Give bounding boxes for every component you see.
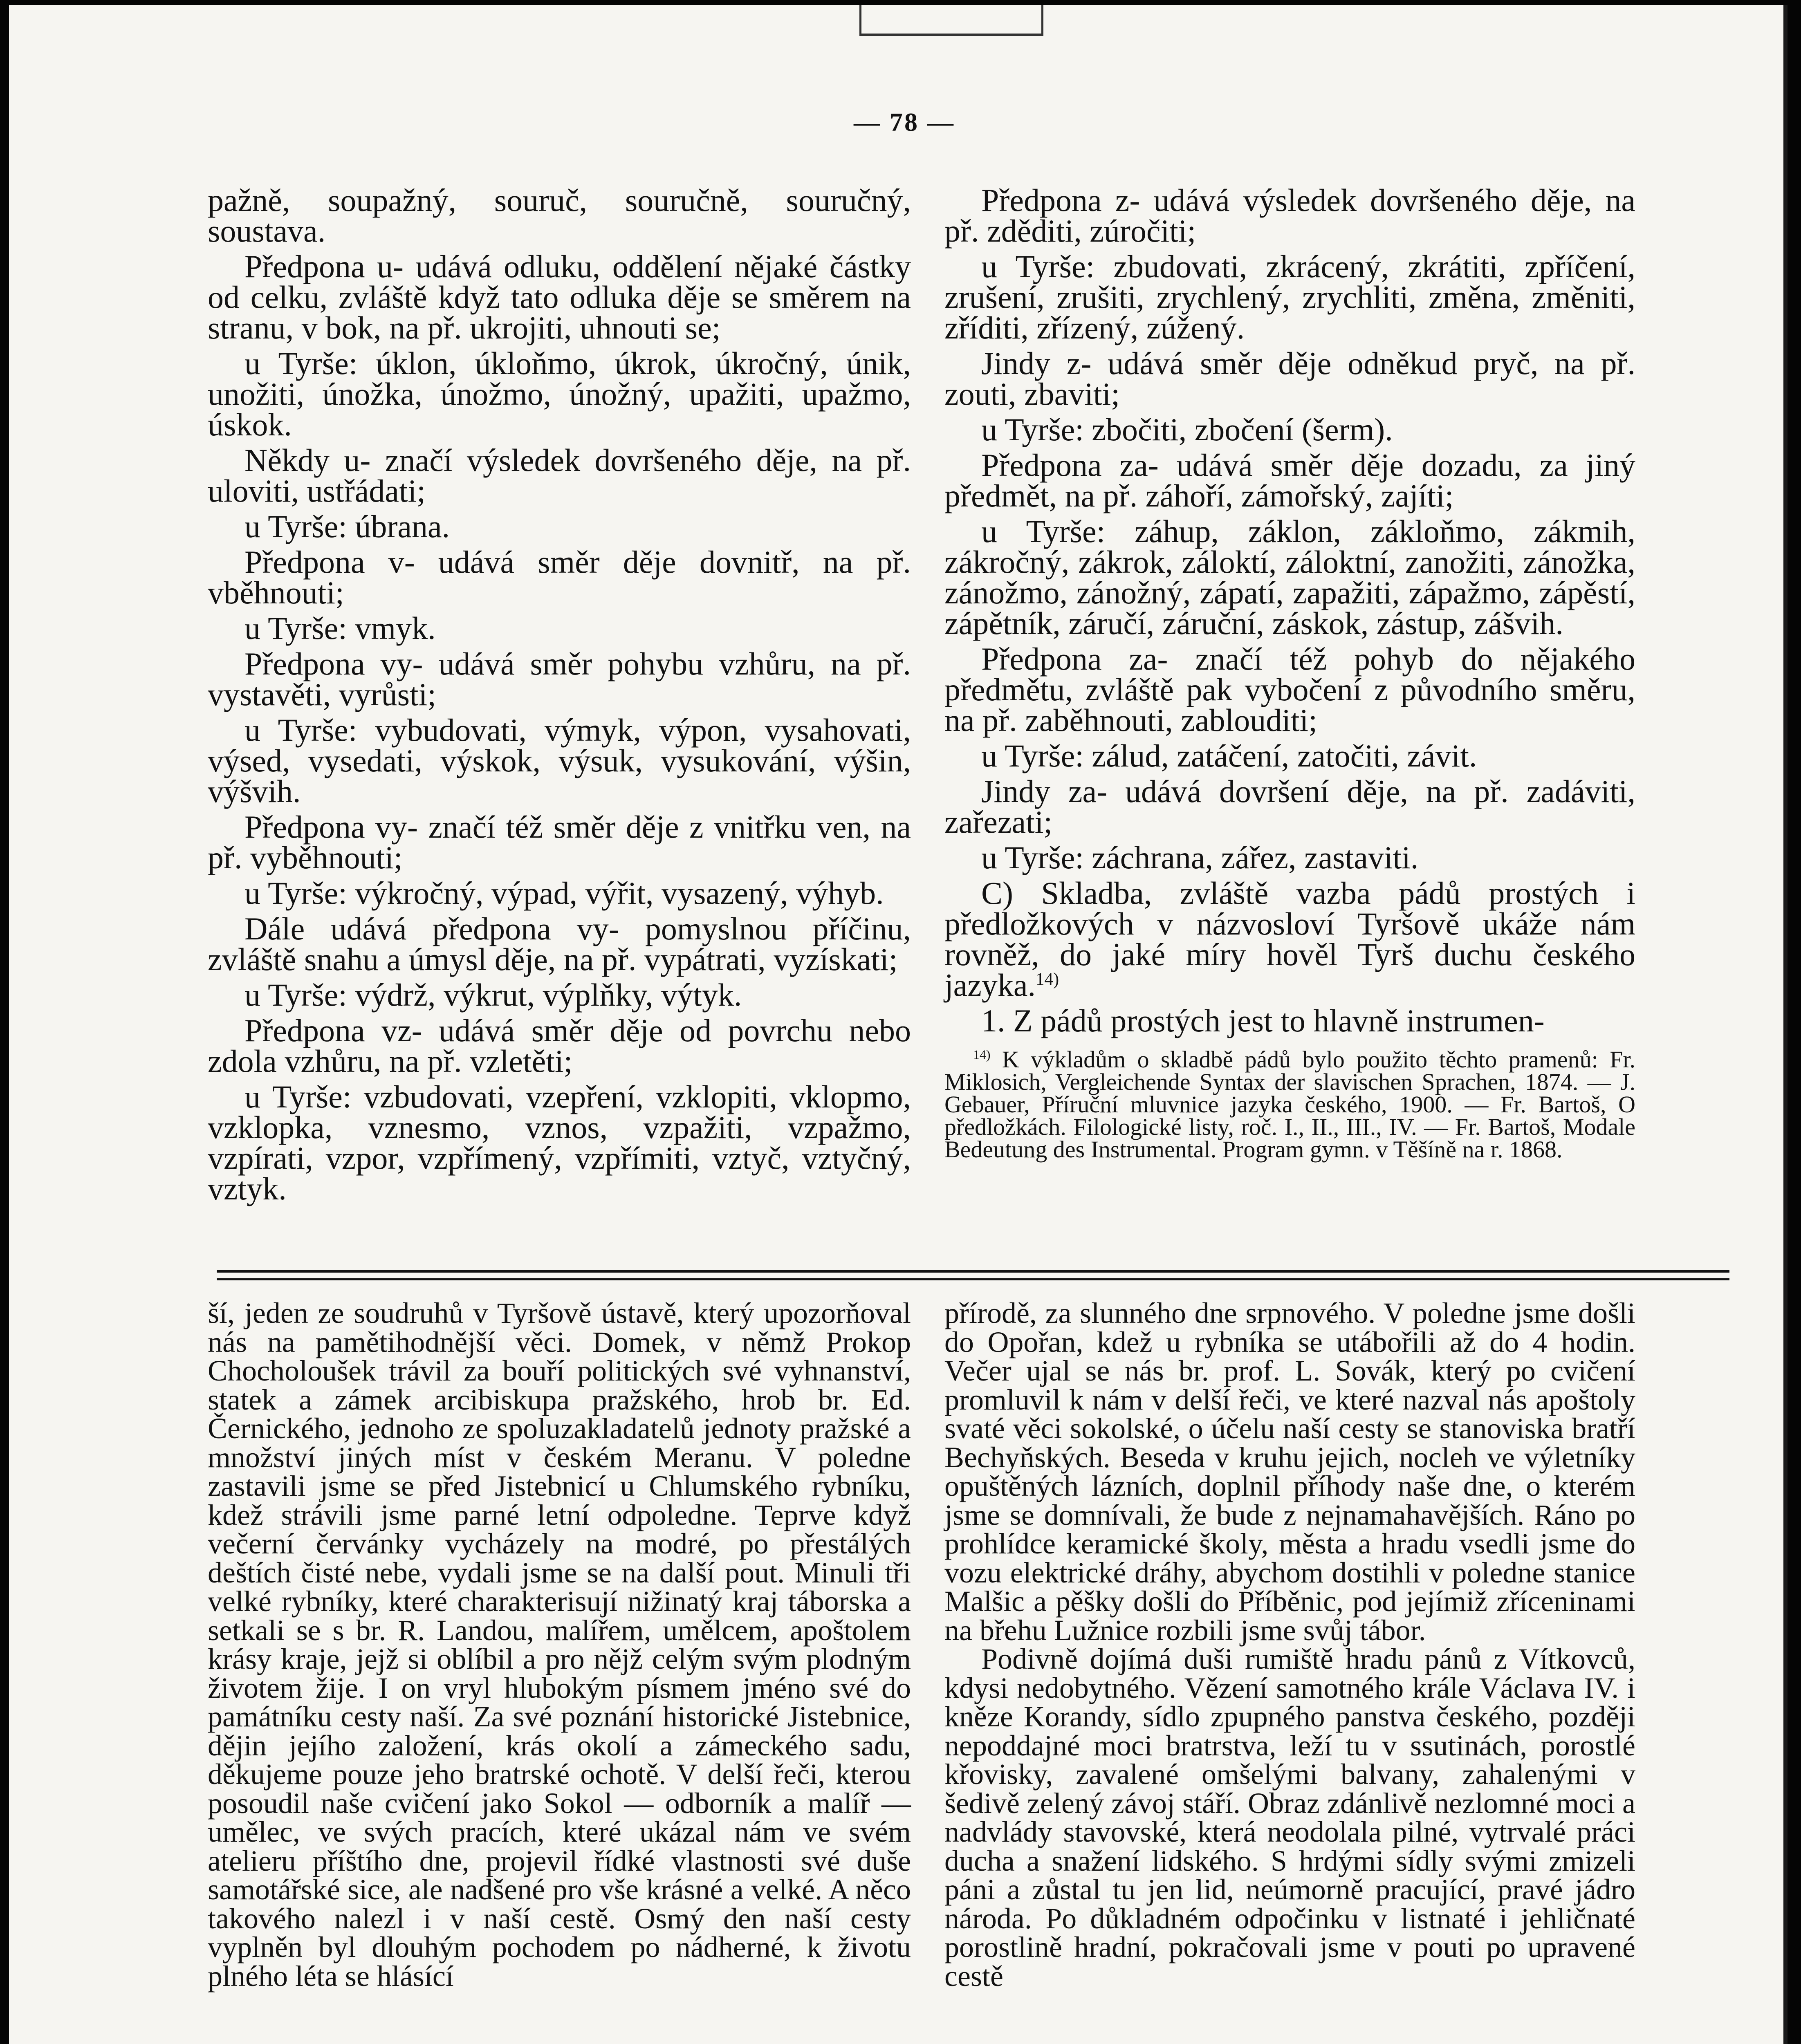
paragraph: Jindy za- udává dovršení děje, na př. zadáviti, zařezati; [944, 773, 1635, 840]
paragraph: u Tyrše: vzbudovati, vzepření, vzklopiti, vklopmo, vzklopka, vznesmo, vznos, vzpažiti, vzpažmo, vzpírati, vzpor, vzpřímený, vzpřímiti, vztyč, vztyčný, vztyk. [208, 1079, 911, 1206]
paragraph: ší, jeden ze soudruhů v Tyršově ústavě, který upozorňoval nás na pamětihodnější věci. Domek, v němž Prokop Chocholoušek trávil za bouří politických své vyhnanství, statek a zámek arcibiskupa pražského, hrob br. Ed. Černického, jednoho ze spoluzakladatelů jednoty pražské a množství jiných míst v českém Meranu. V poledne zastavili jsme se před Jistebnicí u Chlumského rybníku, kdež strávili jsme parné letní odpoledne. Teprve když večerní červánky vycházely na modré, po přestálých deštích čisté nebe, vydali jsme se na další pout. Minuli tři velké rybníky, které charakterisují nižinatý kraj táborska a setkali se s br. R. Landou, malířem, umělcem, apoštolem krásy kraje, jejž si oblíbil a pro nějž celým svým plodným životem žije. I on vryl hlubokým písmem jméno své do památníku cesty naší. Za své poznání historické Jistebnice, dějin jejího založení, krás okolí a zámeckého sadu, děkujeme pouze jeho bratrské ochotě. V delší řeči, kterou posoudil naše cvičení jako Sokol — odborník a malíř — umělec, ve svých pracích, které ukázal nám ve svém atelieru příštího dne, projevil řídké vlastnosti své duše samotářské sice, ale nadšené pro vše krásné a velké. A něco takového nalezl i v naší cestě. Osmý den naší cesty vyplněn byl dlouhým pochodem po nádherné, k životu plného léta se hlásící [208, 1297, 911, 1992]
paragraph: Předpona vz- udává směr děje od povrchu nebo zdola vzhůru, na př. vzletěti; [208, 1013, 911, 1079]
paragraph: u Tyrše: vybudovati, výmyk, výpon, vysahovati, výsed, vysedati, výskok, výsuk, vysukování, výšin, výšvih. [208, 712, 911, 809]
paragraph: u Tyrše: výkročný, výpad, výřit, vysazený, výhyb. [244, 875, 884, 911]
footnote-marker: 14) [973, 1047, 991, 1062]
footnote-text: K výkladům o skladbě pádů bylo použito těchto pramenů: Fr. Miklosich, Vergleichende Syntax der slavischen Sprachen, 1874. — J. Gebauer, Příruční mluvnice jazyka českého, 1900. — Fr. Bartoš, O předložkách. Filologické listy, roč. I., II., III., IV. — Fr. Bartoš, Modale Bedeutung des Instrumental. Program gymn. v Těšíně na r. 1868. [944, 1046, 1635, 1163]
paragraph: u Tyrše: zálud, zatáčení, zatočiti, závit. [981, 738, 1477, 773]
paragraph: u Tyrše: úklon, úkloňmo, úkrok, úkročný, únik, unožiti, únožka, únožmo, únožný, upažiti, upažmo, úskok. [208, 345, 911, 442]
lower-left-column [208, 1299, 911, 1990]
paragraph: Předpona u- udává odluku, oddělení nějaké částky od celku, zvláště když tato odluka děje se směrem na stranu, v bok, na př. ukrojiti, uhnouti se; [208, 249, 911, 345]
paragraph: Podivně dojímá duši rumiště hradu pánů z Vítkovců, kdysi nedobytného. Vězení samotného krále Václava IV. i kněze Korandy, sídlo zpupného panstva českého, později nepoddajné moci bratrstva, leží tu v ssutinách, porostlé křovisky, zavalené omšelými balvany, zahalenými v šedivě zelený závoj stáří. Obraz zdánlivě nezlomné moci a nadvlády stavovské, která neodolala pilné, vytrvalé práci ducha a snažení lidského. S hrdými sídly svými zmizeli páni a zůstal tu jen lid, neúmorně pracující, pravé jádro národa. Po důkladném odpočinku v listnaté i jehličnaté porostlině hradní, pokračovali jsme v pouti po upravené cestě [944, 1643, 1635, 1992]
paragraph: u Tyrše: záhup, záklon, zákloňmo, zákmih, zákročný, zákrok, záloktí, záloktní, zanožiti, zánožka, zánožmo, zánožný, zápatí, zapažiti, zápažmo, zápěstí, zápětník, záručí, záruční, záskok, zástup, zášvih. [944, 513, 1635, 641]
paragraph [944, 875, 1635, 1003]
upper-left-column [208, 182, 911, 1209]
section-divider [217, 1270, 1729, 1280]
paragraph: Jindy z- udává směr děje odněkud pryč, na př. zouti, zbaviti; [944, 345, 1635, 412]
paragraph: u Tyrše: úbrana. [244, 509, 450, 544]
lower-right-column [944, 1299, 1635, 1990]
page-number: — 78 — [854, 108, 955, 137]
paragraph: Předpona vy- značí též směr děje z vnitřku ven, na př. vyběhnouti; [208, 809, 911, 875]
paragraph: 1. Z pádů prostých jest to hlavně instrumen- [981, 1003, 1545, 1038]
footnote-reference: 14) [1036, 970, 1059, 989]
footnote [944, 1048, 1635, 1161]
paragraph: u Tyrše: zbočiti, zbočení (šerm). [981, 412, 1393, 447]
paragraph: pažně, soupažný, souruč, souručně, souručný, soustava. [208, 182, 911, 249]
paragraph: u Tyrše: záchrana, zářez, zastaviti. [981, 840, 1419, 875]
paragraph: u Tyrše: vmyk. [244, 610, 436, 646]
scan-artifact [859, 5, 1043, 36]
upper-right-column [944, 182, 1635, 1163]
paragraph: Předpona vy- udává směr pohybu vzhůru, na př. vystavěti, vyrůsti; [208, 646, 911, 712]
paragraph: přírodě, za slunného dne srpnového. V poledne jsme došli do Opořan, kdež u rybníka se utábořili až do 4 hodin. Večer ujal se nás br. prof. L. Sovák, který po cvičení promluvil k nám v delší řeči, ve které nazval nás apoštoly svaté věci sokolské, o účelu naší cesty se stanoviska bratří Bechyňských. Beseda v kruhu jejich, nocleh ve výletníky opuštěných lázních, doplnil příhody naše dne, o kterém jsme se domnívali, že bude z nejnamahavějších. Ráno po prohlídce keramické školy, města a hradu vsedli jsme do vozu elektrické dráhy, abychom dostihli v poledne stanice Malšic a pěšky došli do Příběnic, pod jejímiž zříceninami na břehu Lužnice rozbili jsme svůj tábor. [944, 1297, 1635, 1647]
paragraph: Předpona za- značí též pohyb do nějakého předmětu, zvláště pak vybočení z původního směru, na př. zaběhnouti, zablouditi; [944, 641, 1635, 738]
paragraph: Někdy u- značí výsledek dovršeného děje, na př. uloviti, ustřádati; [208, 442, 911, 509]
paragraph: Předpona v- udává směr děje dovnitř, na př. vběhnouti; [208, 544, 911, 610]
paragraph: u Tyrše: zbudovati, zkrácený, zkrátiti, zpříčení, zrušení, zrušiti, zrychlený, zrychliti, změna, změniti, zříditi, zřízený, zúžený. [944, 249, 1635, 345]
paragraph: Dále udává předpona vy- pomyslnou příčinu, zvláště snahu a úmysl děje, na př. vypátrati, vyzískati; [208, 911, 911, 977]
paragraph-text: C) Skladba, zvláště vazba pádů prostých i předložkových v názvosloví Tyršově ukáže nám rovněž, do jaké míry hověl Tyrš duchu českého jazyka. [944, 875, 1635, 1003]
paragraph: Předpona za- udává směr děje dozadu, za jiný předmět, na př. záhoří, zámořský, zajíti; [944, 447, 1635, 513]
paragraph: u Tyrše: výdrž, výkrut, výplňky, výtyk. [244, 977, 742, 1013]
scanned-page [9, 5, 1788, 2044]
paragraph: Předpona z- udává výsledek dovršeného děje, na př. zděditi, zúročiti; [944, 182, 1635, 249]
